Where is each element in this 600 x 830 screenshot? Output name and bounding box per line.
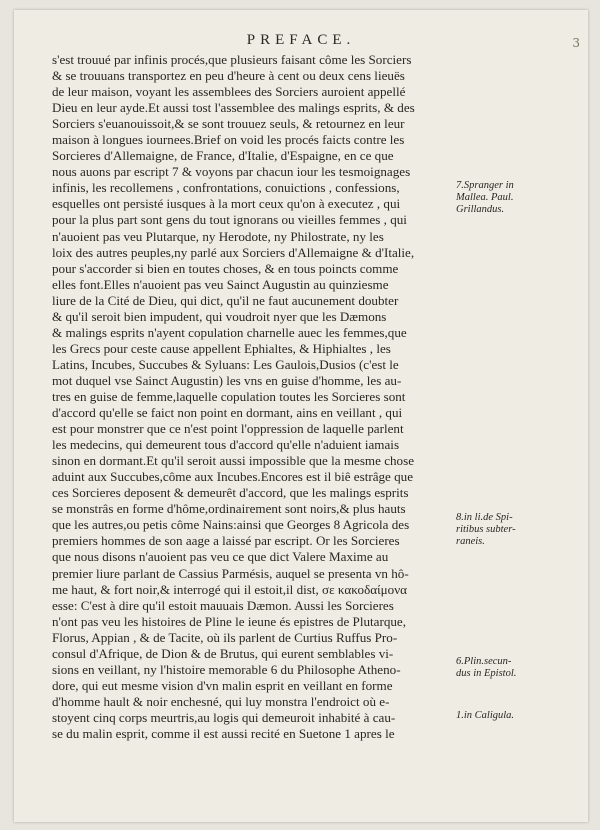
margin-note-line: 7.Spranger in bbox=[456, 180, 514, 191]
text-line: sinon en dormant.Et qu'il seroit aussi impossible que la mesme chose bbox=[52, 453, 415, 469]
margin-note-line: Mallea. Paul. bbox=[456, 192, 514, 203]
page-corner-mark: 3 bbox=[572, 36, 580, 50]
text-line: esquelles ont persisté iusques à la mort ceux qu'on à executez , qui bbox=[52, 196, 401, 212]
text-line: aduint aux Succubes,côme aux Incubes.Encores est il biê estrâge que bbox=[52, 469, 414, 485]
text-line: est pour monstrer que ce n'est point l'oppression de laquelle parlent bbox=[52, 421, 404, 437]
margin-note-agricola bbox=[456, 512, 584, 548]
text-line: de leur maison, voyant les assemblees des Sorciers auroient appellé bbox=[52, 84, 406, 100]
text-line: n'auoient pas veu Plutarque, ny Herodote, ny Philostrate, ny les bbox=[52, 228, 384, 244]
text-line: se monstrâs en forme d'hôme,ordinairement sont noirs,& plus hauts bbox=[52, 501, 406, 517]
text-line: que les autres,ou petis côme Nains:ainsi que Georges 8 Agricola des bbox=[52, 517, 410, 533]
text-line: liure de la Cité de Dieu, qui dict, qu'il ne faut aucunement doubter bbox=[52, 292, 399, 308]
text-line: d'accord qu'elle se faict non point en dormant, ains en veillant , qui bbox=[52, 405, 403, 421]
margin-note-line: raneis. bbox=[456, 536, 485, 547]
text-line: nous auons par escript 7 & voyons par chacun iour les tesmoignages bbox=[52, 164, 411, 180]
text-line: n'ont pas veu les histoires de Pline le ieune és epistres de Plutarque, bbox=[52, 613, 406, 629]
text-line: & malings esprits n'ayent copulation charnelle auec les femmes,que bbox=[52, 324, 407, 340]
text-line: premier liure parlant de Cassius Parmésis, auquel se presenta vn hô- bbox=[52, 565, 409, 581]
text-line: dore, qui eut mesme vision d'vn malin esprit en veillant en forme bbox=[52, 677, 393, 693]
text-line: se du malin esprit, comme il est aussi recité en Suetone 1 apres le bbox=[52, 725, 395, 741]
book-page bbox=[14, 10, 588, 822]
text-line: me haut, & fort noir,& interrogé qui il estoit,il dist, σε κακοδαίμονα bbox=[52, 581, 407, 597]
margin-note-line: 1.in Caligula. bbox=[456, 710, 515, 721]
text-line: premiers hommes de son aage a laissé par escript. Or les Sorcieres bbox=[52, 533, 400, 549]
text-line: Dieu en leur ayde.Et aussi tost l'assemblee des malings esprits, & des bbox=[52, 100, 415, 116]
text-line: loix des autres peuples,ny parlé aux Sorciers d'Allemaigne & d'Italie, bbox=[52, 244, 415, 260]
text-line: Sorcieres d'Allemaigne, de France, d'Italie, d'Espaigne, en ce que bbox=[52, 148, 394, 164]
text-line: infinis, les recollemens , confrontations, conuictions , confessions, bbox=[52, 180, 400, 196]
text-line: ces Sorcieres deposent & demeurêt d'accord, que les malings esprits bbox=[52, 485, 409, 501]
text-line: sions en veillant, ny l'histoire memorable 6 du Philosophe Atheno- bbox=[52, 661, 401, 677]
text-line: pour s'accorder si bien en toutes choses, & en tous poincts comme bbox=[52, 260, 399, 276]
running-header: PREFACE. bbox=[246, 32, 356, 48]
text-line: pour la plus part sont gens du tout ignorans ou vieilles femmes , qui bbox=[52, 212, 407, 228]
text-line: elles font.Elles n'auoient pas veu Sainct Augustin au quinziesme bbox=[52, 276, 389, 292]
text-line: & se trouuans transportez en peu d'heure à cent ou deux cens lieuës bbox=[52, 68, 405, 84]
text-line: Florus, Appian , & de Tacite, où ils parlent de Curtius Ruffus Pro- bbox=[52, 629, 398, 645]
text-line: & qu'il seroit bien impudent, qui voudroit nyer que les Dæmons bbox=[52, 308, 387, 324]
text-line: s'est trouué par infinis procés,que plusieurs faisant côme les Sorciers bbox=[52, 52, 412, 67]
margin-note-line: 6.Plin.secun- bbox=[456, 656, 512, 667]
text-line: d'homme hault & noir enchesné, qui luy monstra l'endroict où e- bbox=[52, 693, 390, 709]
text-line: stoyent cinq corps meurtris,au logis qui demeuroit inhabité à cau- bbox=[52, 709, 396, 725]
margin-note-spranger bbox=[456, 180, 584, 216]
text-line: consul d'Afrique, de Dion & de Brutus, qui eurent semblables vi- bbox=[52, 645, 394, 661]
margin-note-line: Grillandus. bbox=[456, 204, 505, 215]
margin-note-caligula bbox=[456, 710, 584, 722]
margin-note-pliny bbox=[456, 656, 584, 680]
text-line: Latins, Incubes, Succubes & Syluans: Les Gaulois,Dusios (c'est le bbox=[52, 356, 399, 372]
text-line: les medecins, qui demeurent tous d'accord qu'elle n'aduient iamais bbox=[52, 437, 400, 453]
margin-note-line: 8.in li.de Spi- bbox=[456, 512, 513, 523]
text-line: esse: C'est à dire qu'il estoit mauuais Dæmon. Aussi les Sorcieres bbox=[52, 597, 394, 613]
text-line: les Grecs pour ceste cause appellent Ephialtes, & Hiphialtes , les bbox=[52, 340, 391, 356]
text-line: mot duquel vse Sainct Augustin) les vns en guise d'homme, les au- bbox=[52, 372, 402, 388]
body-text bbox=[52, 52, 450, 742]
margin-note-line: dus in Epistol. bbox=[456, 668, 517, 679]
text-line: maison à longues iournees.Brief on void les procés faicts contre les bbox=[52, 132, 405, 148]
text-line: que nous disons n'auoient pas veu ce que dict Valere Maxime au bbox=[52, 549, 389, 565]
text-line: tres en guise de femme,laquelle copulation toutes les Sorcieres sont bbox=[52, 388, 406, 404]
text-line: Sorciers s'euanouissoit,& se sont trouuez seuls, & retournez en leur bbox=[52, 116, 405, 132]
margin-note-line: ritibus subter- bbox=[456, 524, 516, 535]
